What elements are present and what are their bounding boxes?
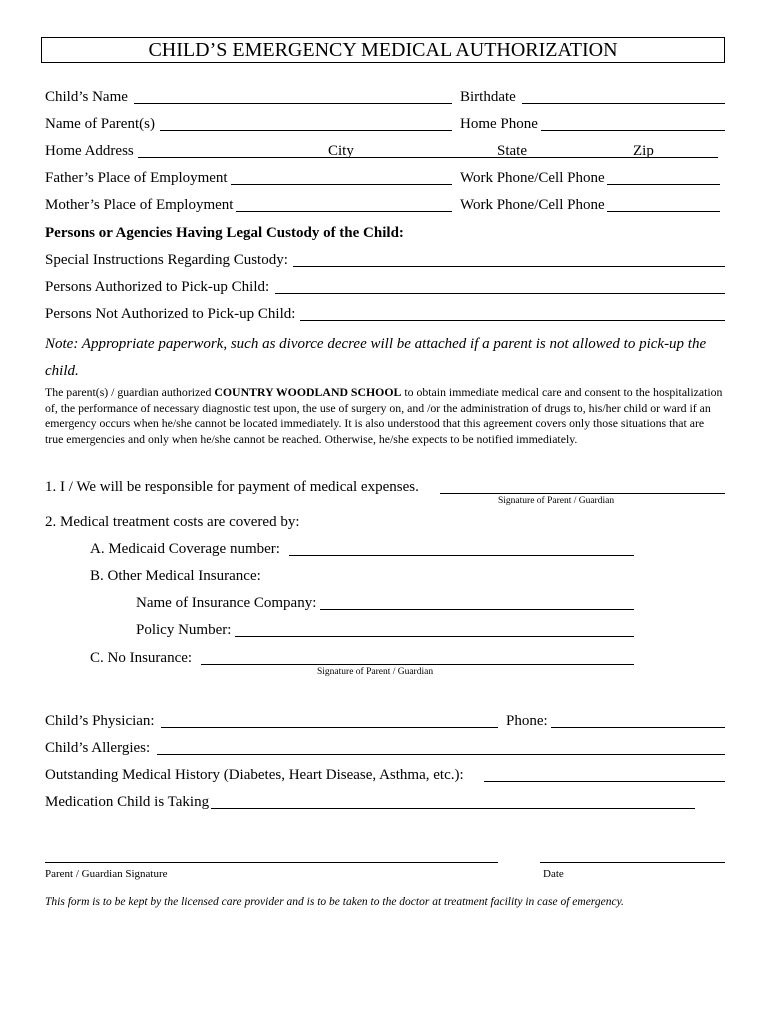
payment-item-1: 1. I / We will be responsible for payment of medical expenses. [45,479,419,495]
childs-name-field[interactable] [134,103,452,104]
custody-note: Note: Appropriate paperwork, such as divorce decree will be attached if a parent is not allowed to pick-up the child. [45,336,707,379]
medicaid-field[interactable] [289,555,634,556]
physician-phone-label: Phone: [506,713,548,729]
school-name: COUNTRY WOODLAND SCHOOL [214,385,402,399]
home-address-label: Home Address [45,143,134,159]
no-insurance-signature-label: Signature of Parent / Guardian [317,667,434,677]
home-address-field[interactable] [138,157,718,158]
parents-name-label: Name of Parent(s) [45,116,155,132]
allergies-field[interactable] [157,754,725,755]
no-insurance-label: C. No Insurance: [90,650,193,666]
allergies-label: Child’s Allergies: [45,740,151,756]
medication-label: Medication Child is Taking [45,794,210,810]
birthdate-field[interactable] [522,103,725,104]
fathers-employment-label: Father’s Place of Employment [45,170,228,186]
not-authorized-pickup-field[interactable] [300,320,725,321]
work-phone-1-label: Work Phone/Cell Phone [460,170,605,186]
work-phone-1-field[interactable] [607,184,720,185]
medication-field[interactable] [211,808,695,809]
state-label: State [497,143,527,159]
parent-signature-label: Parent / Guardian Signature [45,868,168,880]
authorization-text-after: to obtain immediate medical care and consent to the hospitalization of, the performance of necessary diagnostic test upon, the use of surgery on, and /or the administration of drugs to, his/her child or ward if an emergency occurs when he/she cannot be located immediately. It is also understood that this agreement covers only those situations that are true emergencies and only when he/she cannot be reached. Otherwise, he/she expects to be notified immediately. [45,385,723,446]
mothers-employment-label: Mother’s Place of Employment [45,197,234,213]
medical-history-label: Outstanding Medical History (Diabetes, Heart Disease, Asthma, etc.): [45,767,464,783]
policy-number-field[interactable] [235,636,634,637]
date-label: Date [543,868,564,880]
physician-phone-field[interactable] [551,727,725,728]
medicaid-label: A. Medicaid Coverage number: [90,541,280,557]
authorization-text-before: The parent(s) / guardian authorized [45,385,215,399]
custody-heading: Persons or Agencies Having Legal Custody of the Child: [45,225,404,241]
mothers-employment-field[interactable] [236,211,452,212]
home-phone-field[interactable] [541,130,725,131]
policy-number-label: Policy Number: [136,622,232,638]
medical-history-field[interactable] [484,781,725,782]
childs-name-label: Child’s Name [45,89,128,105]
authorized-pickup-field[interactable] [275,293,725,294]
payment-item-2: 2. Medical treatment costs are covered by: [45,514,300,530]
form-footer-note: This form is to be kept by the licensed care provider and is to be taken to the doctor at treatment facility in case of emergency. [45,896,624,908]
city-label: City [328,143,354,159]
birthdate-label: Birthdate [460,89,516,105]
not-authorized-pickup-label: Persons Not Authorized to Pick-up Child: [45,306,296,322]
work-phone-2-field[interactable] [607,211,720,212]
physician-field[interactable] [161,727,498,728]
zip-label: Zip [633,143,654,159]
special-instructions-label: Special Instructions Regarding Custody: [45,252,288,268]
work-phone-2-label: Work Phone/Cell Phone [460,197,605,213]
payment-signature-label: Signature of Parent / Guardian [498,496,615,506]
authorization-paragraph [45,385,725,447]
parents-name-field[interactable] [160,130,452,131]
form-title: CHILD’S EMERGENCY MEDICAL AUTHORIZATION [41,37,725,63]
date-field[interactable] [540,862,725,863]
payment-signature-field[interactable] [440,493,725,494]
special-instructions-field[interactable] [293,266,725,267]
insurance-company-label: Name of Insurance Company: [136,595,317,611]
other-insurance-label: B. Other Medical Insurance: [90,568,261,584]
authorized-pickup-label: Persons Authorized to Pick-up Child: [45,279,270,295]
insurance-company-field[interactable] [320,609,634,610]
parent-signature-field[interactable] [45,862,498,863]
home-phone-label: Home Phone [460,116,538,132]
fathers-employment-field[interactable] [231,184,452,185]
no-insurance-signature-field[interactable] [201,664,634,665]
physician-label: Child’s Physician: [45,713,155,729]
